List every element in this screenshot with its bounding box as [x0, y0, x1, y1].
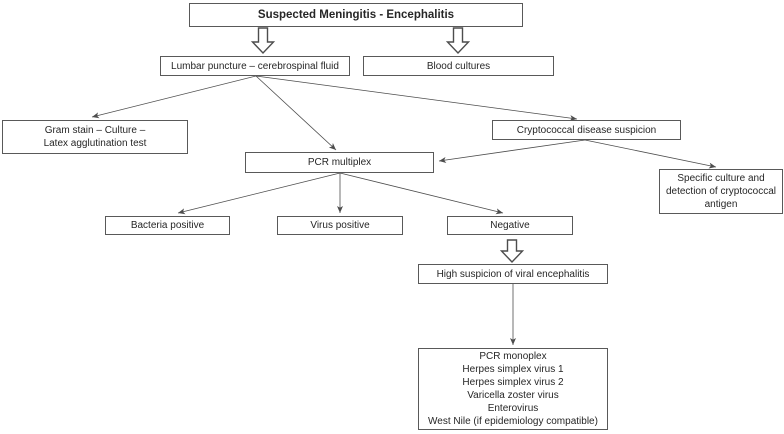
box-line: Enterovirus	[487, 403, 539, 414]
box-line: Herpes simplex virus 1	[462, 364, 564, 375]
box-line: Latex agglutination test	[43, 138, 147, 149]
box-cryptococcal-disease-suspicion: Cryptococcal disease suspicion	[492, 120, 681, 140]
box-line: Varicella zoster virus	[467, 390, 559, 401]
box-gram-stain-culture-latex	[2, 120, 188, 154]
box-pcr-multiplex: PCR multiplex	[245, 152, 434, 173]
box-specific-culture-cryptococcal-antigen	[659, 169, 783, 214]
box-high-suspicion-viral-encephalitis: High suspicion of viral encephalitis	[418, 264, 608, 284]
box-lumbar-puncture: Lumbar puncture – cerebrospinal fluid	[160, 56, 350, 76]
arrow-lumbar-to-pcr-multiplex	[256, 76, 336, 150]
arrow-lumbar-to-gram	[92, 76, 256, 117]
arrow-cryptococcal-to-specific-culture	[585, 140, 716, 167]
box-pcr-monoplex-panel	[418, 348, 608, 430]
arrow-lumbar-to-cryptococcal	[256, 76, 577, 119]
box-negative: Negative	[447, 216, 573, 235]
down-block-arrow-icon	[253, 28, 274, 53]
box-line: Gram stain – Culture –	[44, 125, 146, 136]
arrow-cryptococcal-to-pcr-multiplex	[439, 140, 585, 161]
box-blood-cultures: Blood cultures	[363, 56, 554, 76]
arrow-pcr-to-negative	[340, 173, 503, 213]
box-line: West Nile (if epidemiology compatible)	[428, 416, 598, 427]
box-line: antigen	[704, 199, 738, 210]
arrow-pcr-to-bacteria	[178, 173, 340, 213]
box-bacteria-positive: Bacteria positive	[105, 216, 230, 235]
box-suspected-meningitis-encephalitis: Suspected Meningitis - Encephalitis	[189, 3, 523, 27]
box-line: Herpes simplex virus 2	[462, 377, 564, 388]
down-block-arrow-icon	[502, 240, 523, 262]
box-line: PCR monoplex	[479, 351, 547, 362]
down-block-arrow-icon	[448, 28, 469, 53]
box-virus-positive: Virus positive	[277, 216, 403, 235]
box-line: Specific culture and	[677, 173, 765, 184]
box-line: detection of cryptococcal	[665, 186, 777, 197]
